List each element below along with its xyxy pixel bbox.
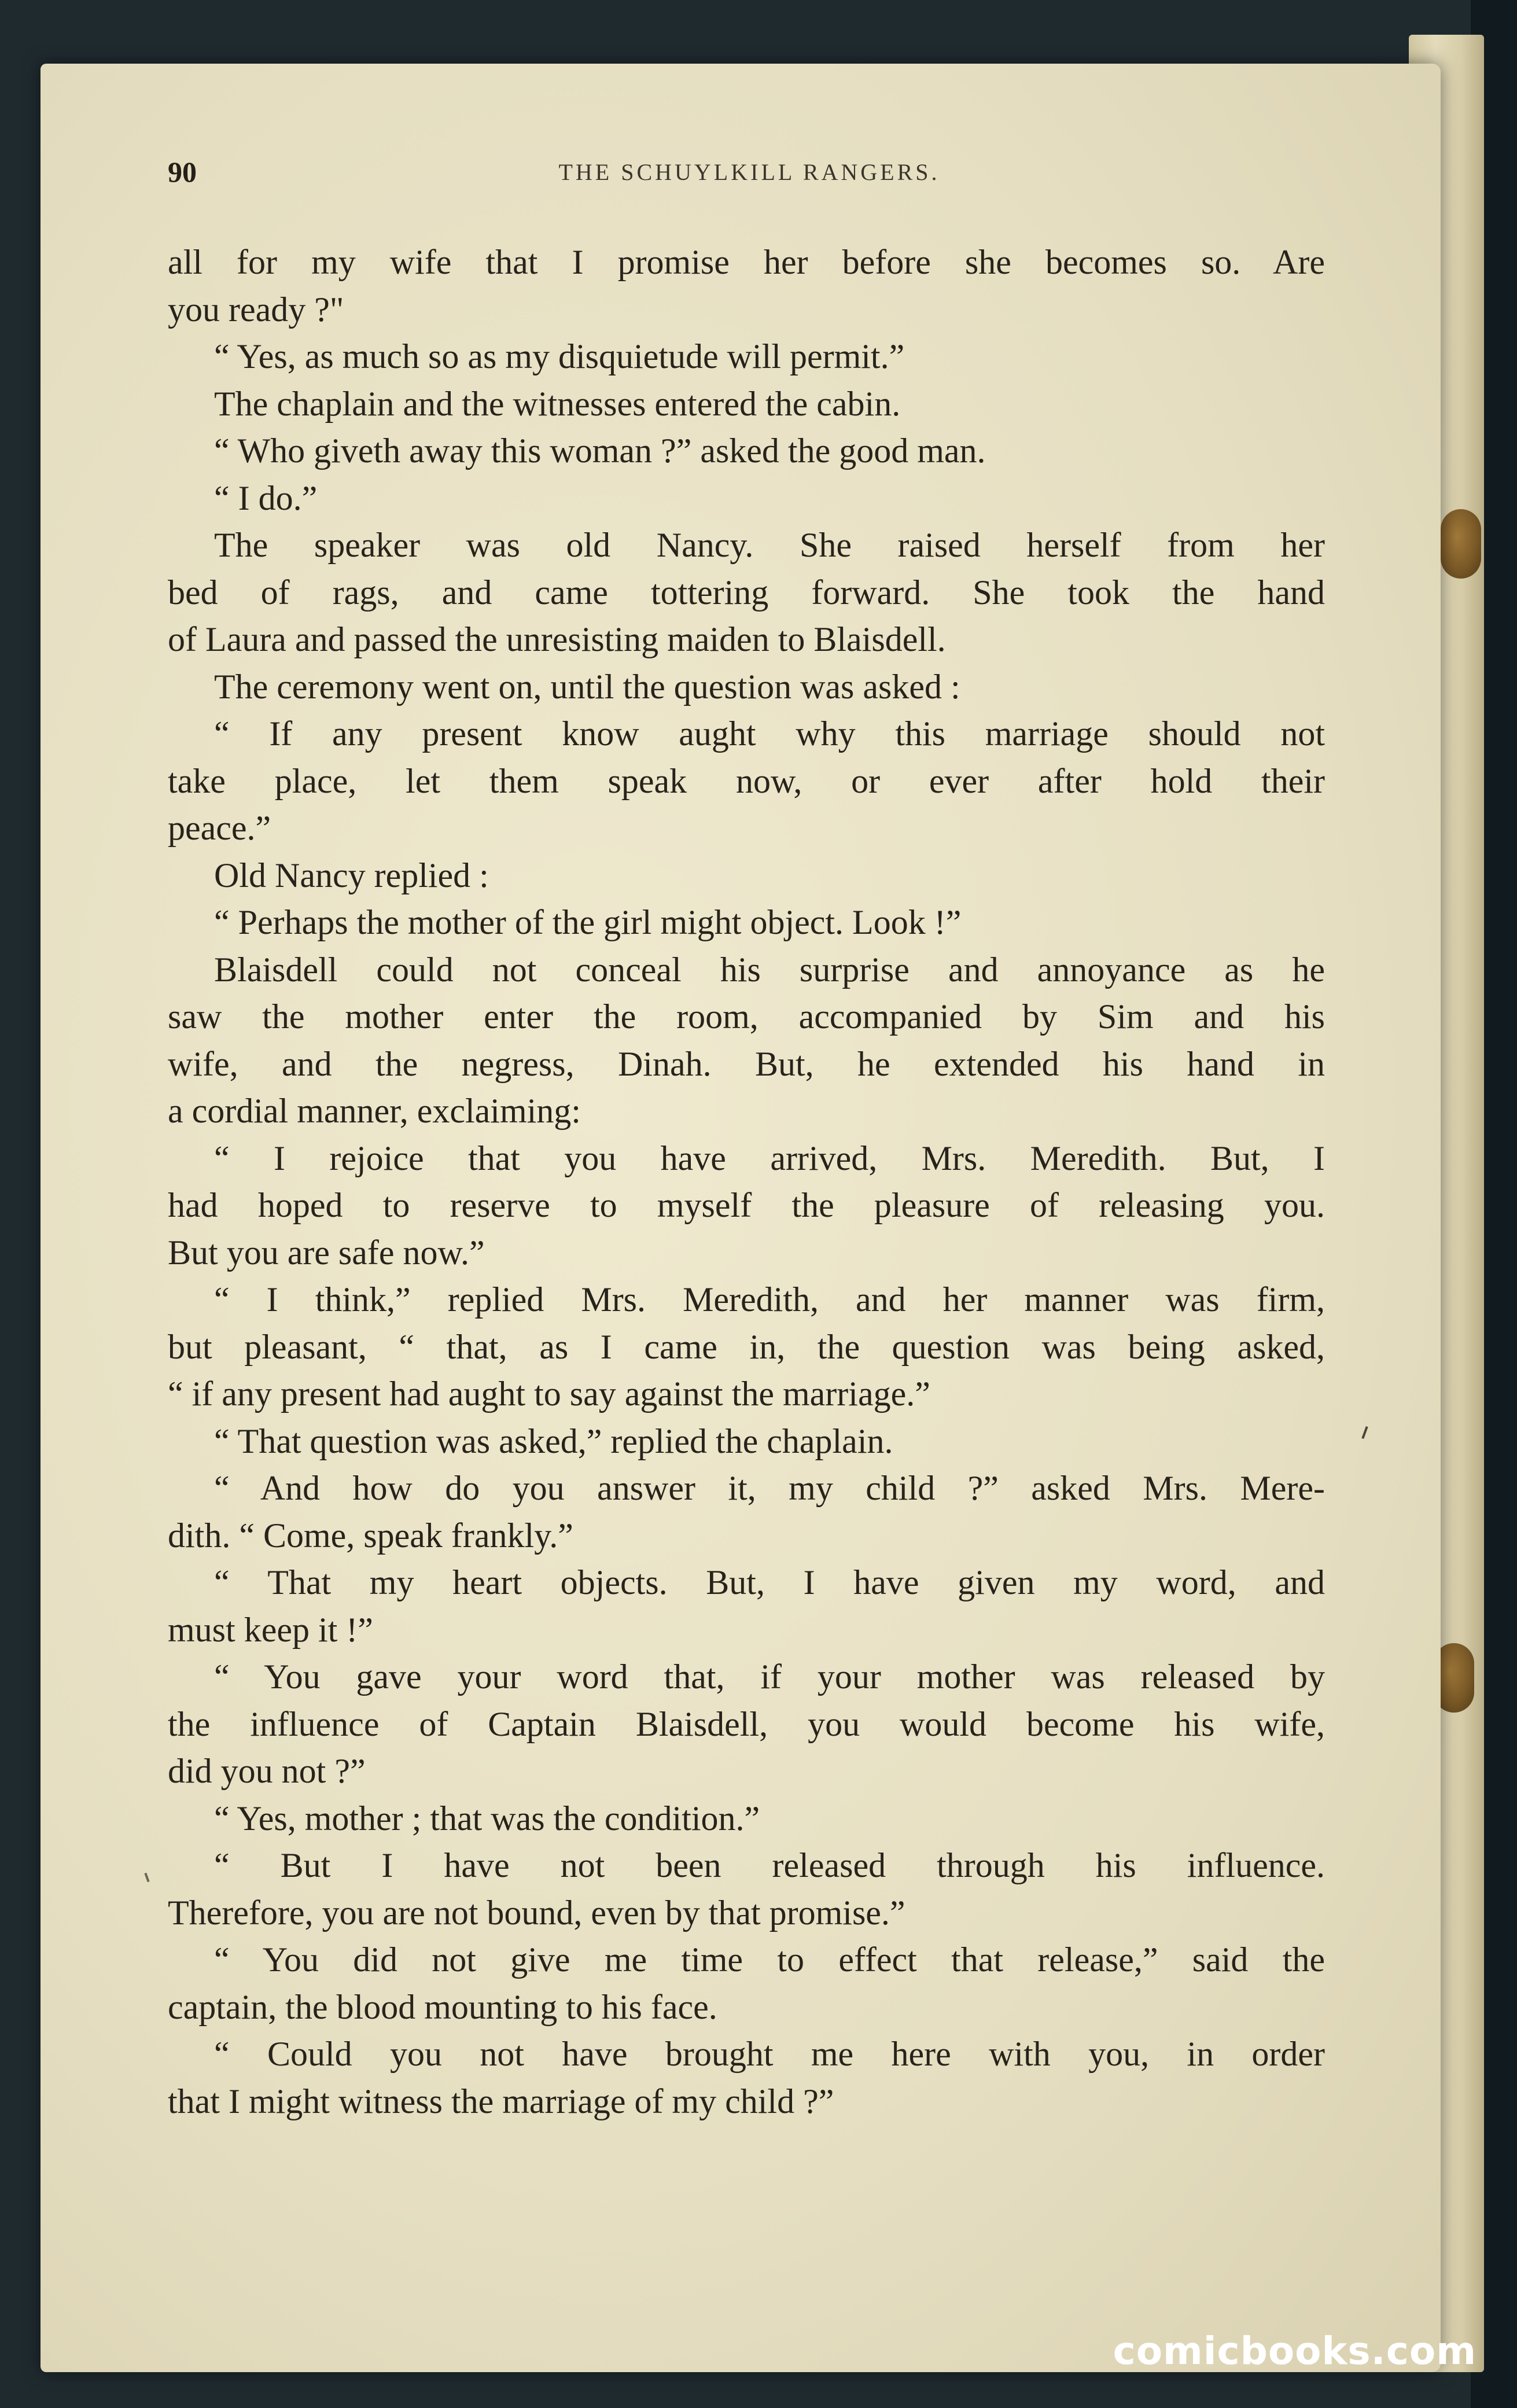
text-line: captain, the blood mounting to his face.	[168, 1987, 717, 2026]
text-line: Old Nancy replied :	[214, 856, 489, 894]
text-line: a cordial manner, exclaiming:	[168, 1092, 581, 1130]
text-line: “ Who giveth away this woman ?” asked the good man.	[214, 432, 986, 470]
text-line: but pleasant, “ that, as I came in, the question was being asked,	[168, 1327, 1325, 1366]
text-line: “ That question was asked,” replied the chaplain.	[214, 1422, 893, 1460]
text-line: “ If any present know aught why this marriage should not	[214, 715, 1325, 753]
text-line: bed of rags, and came tottering forward. She took the hand	[168, 573, 1325, 612]
text-line: all for my wife that I promise her before she becomes so. Are	[168, 243, 1325, 281]
text-line: dith. “ Come, speak frankly.”	[168, 1516, 573, 1555]
text-line: “ I think,” replied Mrs. Meredith, and her manner was firm,	[214, 1280, 1325, 1319]
text-line: The speaker was old Nancy. She raised herself from her	[214, 526, 1325, 564]
text-line: take place, let them speak now, or ever after hold their	[168, 761, 1325, 800]
text-line: did you not ?”	[168, 1752, 366, 1790]
running-head	[168, 155, 1331, 196]
text-line: “ But I have not been released through his influence.	[214, 1846, 1325, 1884]
watermark: comicbooks.com	[1113, 2329, 1477, 2373]
body-text	[168, 239, 1325, 2125]
text-line: “ And how do you answer it, my child ?” asked Mrs. Mere-	[214, 1469, 1325, 1507]
text-line: “ You gave your word that, if your mother was released by	[214, 1658, 1325, 1696]
text-line: “ Perhaps the mother of the girl might object. Look !”	[214, 903, 962, 941]
text-line: “ You did not give me time to effect that release,” said the	[214, 1941, 1325, 1979]
text-line: wife, and the negress, Dinah. But, he extended his hand in	[168, 1044, 1325, 1083]
text-line: “ if any present had aught to say against the marriage.”	[168, 1375, 930, 1413]
text-line: Blaisdell could not conceal his surprise and annoyance as he	[214, 950, 1325, 989]
text-line: saw the mother enter the room, accompanied by Sim and his	[168, 997, 1325, 1036]
text-line: “ Yes, mother ; that was the condition.”	[214, 1799, 760, 1838]
text-line: peace.”	[168, 809, 271, 847]
text-line: must keep it !”	[168, 1610, 373, 1649]
text-line: “ Yes, as much so as my disquietude will permit.”	[214, 337, 905, 375]
running-title: THE SCHUYLKILL RANGERS.	[558, 159, 940, 185]
text-line: had hoped to reserve to myself the pleasure of releasing you.	[168, 1186, 1325, 1224]
text-line: But you are safe now.”	[168, 1233, 485, 1272]
text-line: of Laura and passed the unresisting maiden to Blaisdell.	[168, 620, 946, 658]
text-line: “ Could you not have brought me here with you, in order	[214, 2035, 1325, 2073]
text-line: Therefore, you are not bound, even by that promise.”	[168, 1893, 905, 1932]
text-line: “ That my heart objects. But, I have given my word, and	[214, 1563, 1325, 1601]
page-number: 90	[168, 156, 197, 188]
text-line: the influence of Captain Blaisdell, you would become his wife,	[168, 1704, 1325, 1743]
text-line: The ceremony went on, until the question was asked :	[214, 667, 960, 706]
text-line: The chaplain and the witnesses entered the cabin.	[214, 384, 901, 423]
binding-thread-icon	[1441, 509, 1481, 579]
text-line: you ready ?"	[168, 290, 344, 329]
text-line: “ I do.”	[214, 478, 318, 517]
text-line: that I might witness the marriage of my child ?”	[168, 2082, 834, 2120]
text-line: “ I rejoice that you have arrived, Mrs. Meredith. But, I	[214, 1139, 1325, 1177]
